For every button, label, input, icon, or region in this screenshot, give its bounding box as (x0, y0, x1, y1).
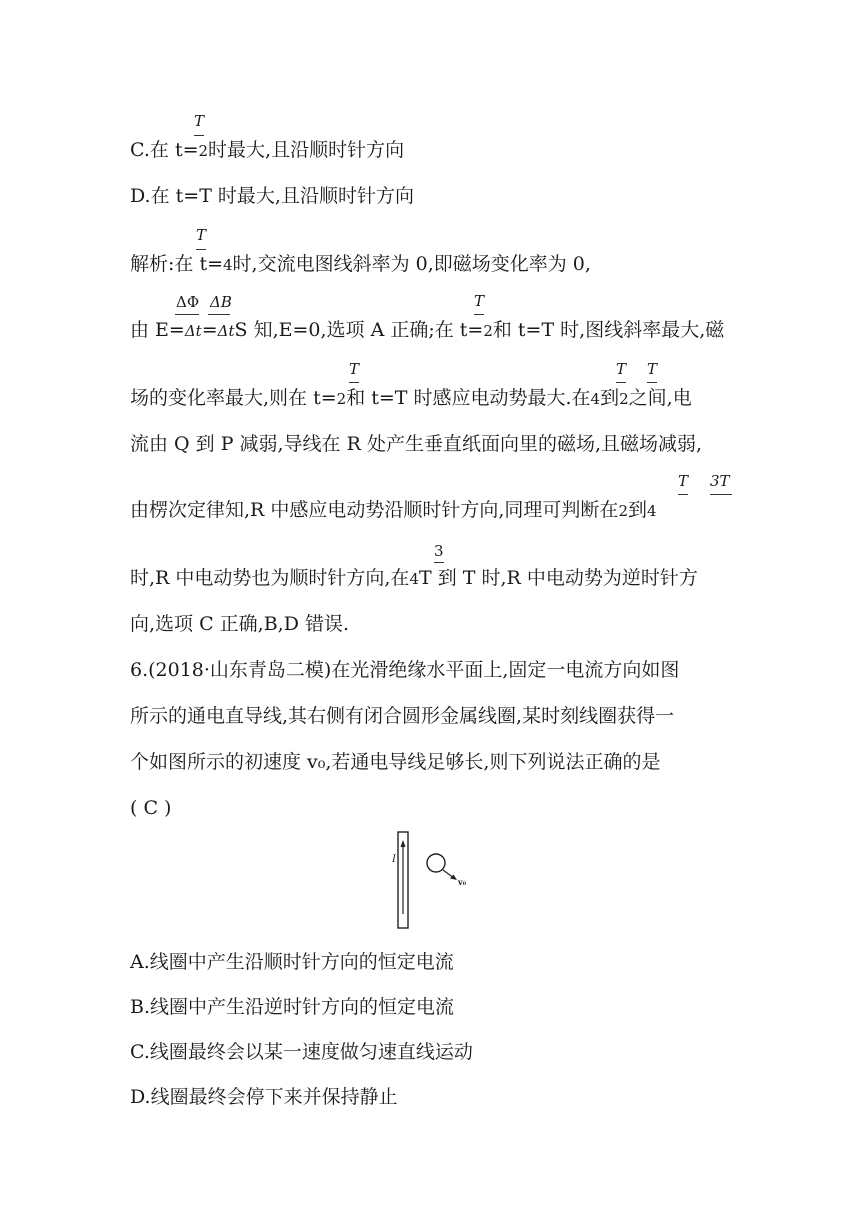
fraction-bar (678, 494, 688, 495)
fraction-numerator: ΔB (210, 293, 232, 311)
fraction-denominator: 4 (223, 256, 233, 274)
fraction-bar (196, 249, 206, 250)
text-segment: C.在 t= (130, 139, 199, 161)
fraction-bar (175, 314, 199, 315)
option-d-prev: D.在 t=T 时最大,且沿顺时针方向 (130, 185, 414, 207)
text-segment: 由 E= (130, 319, 185, 341)
fraction-numerator: T (647, 360, 658, 378)
fraction-bar (208, 314, 230, 315)
fraction-bar (474, 314, 484, 315)
question-line-1: 6.(2018·山东青岛二模)在光滑绝缘水平面上,固定一电流方向如图 (130, 659, 680, 681)
fraction-denominator: Δt (184, 322, 202, 340)
fraction-bar (647, 382, 657, 383)
fraction-bar (710, 494, 732, 495)
text-segment: 解析:在 t= (130, 253, 223, 275)
fraction-denominator: 4 (590, 390, 601, 408)
fraction-numerator: T (616, 360, 627, 378)
text-segment: 场的变化率最大,则在 t= (130, 387, 337, 409)
question-line-3: 个如图所示的初速度 v₀,若通电导线足够长,则下列说法正确的是 (130, 751, 661, 773)
fraction-numerator: T (349, 360, 360, 378)
fraction-denominator: 2 (336, 390, 347, 408)
fraction-bar (434, 562, 444, 563)
fraction-bar (616, 382, 626, 383)
fraction-denominator: 2 (198, 142, 209, 160)
fraction-numerator: T (474, 292, 485, 310)
fraction-numerator: 3 (434, 542, 444, 560)
analysis-line-3 (130, 386, 692, 411)
fraction-denominator: Δt (217, 322, 235, 340)
text-segment: 时,R 中电动势也为顺时针方向,在 (130, 567, 410, 589)
wire-coil-figure (386, 830, 486, 930)
fraction-numerator: ΔΦ (176, 293, 200, 311)
analysis-line-1 (130, 252, 591, 277)
text-segment: = (201, 319, 218, 341)
answer-choice: ( C ) (130, 797, 172, 819)
text-segment: 时,交流电图线斜率为 0,即磁场变化率为 0, (232, 253, 591, 275)
option-a: A.线圈中产生沿顺时针方向的恒定电流 (130, 951, 454, 973)
question-line-2: 所示的通电直导线,其右侧有闭合圆形金属线圈,某时刻线圈获得一 (130, 705, 675, 727)
velocity-label: v₀ (458, 877, 467, 887)
text-segment: 由楞次定律知,R 中感应电动势沿顺时针方向,同理可判断在 (130, 499, 619, 521)
text-segment: 到 (600, 387, 620, 409)
analysis-line-6 (130, 566, 698, 591)
text-segment: 之间,电 (628, 387, 692, 409)
analysis-line-4: 流由 Q 到 P 减弱,导线在 R 处产生垂直纸面向里的磁场,且磁场减弱, (130, 433, 703, 455)
text-segment: T 到 T 时,R 中电动势为逆时针方 (418, 567, 698, 589)
analysis-line-2 (130, 318, 724, 343)
fraction-bar (194, 135, 204, 136)
fraction-denominator: 4 (647, 502, 657, 520)
current-arrow-icon (401, 840, 406, 847)
current-label: I (392, 854, 396, 865)
text-segment: 到 (627, 499, 647, 521)
fraction-denominator: 4 (409, 570, 419, 588)
option-c: C.线圈最终会以某一速度做匀速直线运动 (130, 1041, 473, 1063)
fraction-bar (349, 382, 359, 383)
figure-svg (386, 830, 486, 930)
analysis-line-5 (130, 498, 657, 523)
text-segment: 和 t=T 时感应电动势最大.在 (346, 387, 591, 409)
text-segment: S 知,E=0,选项 A 正确;在 t= (234, 319, 484, 341)
text-segment: 时最大,且沿顺时针方向 (208, 139, 405, 161)
option-b: B.线圈中产生沿逆时针方向的恒定电流 (130, 996, 455, 1018)
option-c-prev (130, 138, 404, 163)
fraction-numerator: 3T (710, 472, 730, 490)
analysis-line-7: 向,选项 C 正确,B,D 错误. (130, 613, 350, 635)
fraction-numerator: T (196, 226, 207, 244)
fraction-numerator: T (678, 472, 689, 490)
text-segment: 和 t=T 时,图线斜率最大,磁 (492, 319, 725, 341)
fraction-denominator: 2 (618, 502, 628, 520)
fraction-denominator: 2 (619, 390, 629, 408)
metal-coil (427, 854, 445, 872)
option-d: D.线圈最终会停下来并保持静止 (130, 1086, 398, 1108)
fraction-denominator: 2 (483, 322, 493, 340)
fraction-numerator: T (194, 112, 205, 130)
